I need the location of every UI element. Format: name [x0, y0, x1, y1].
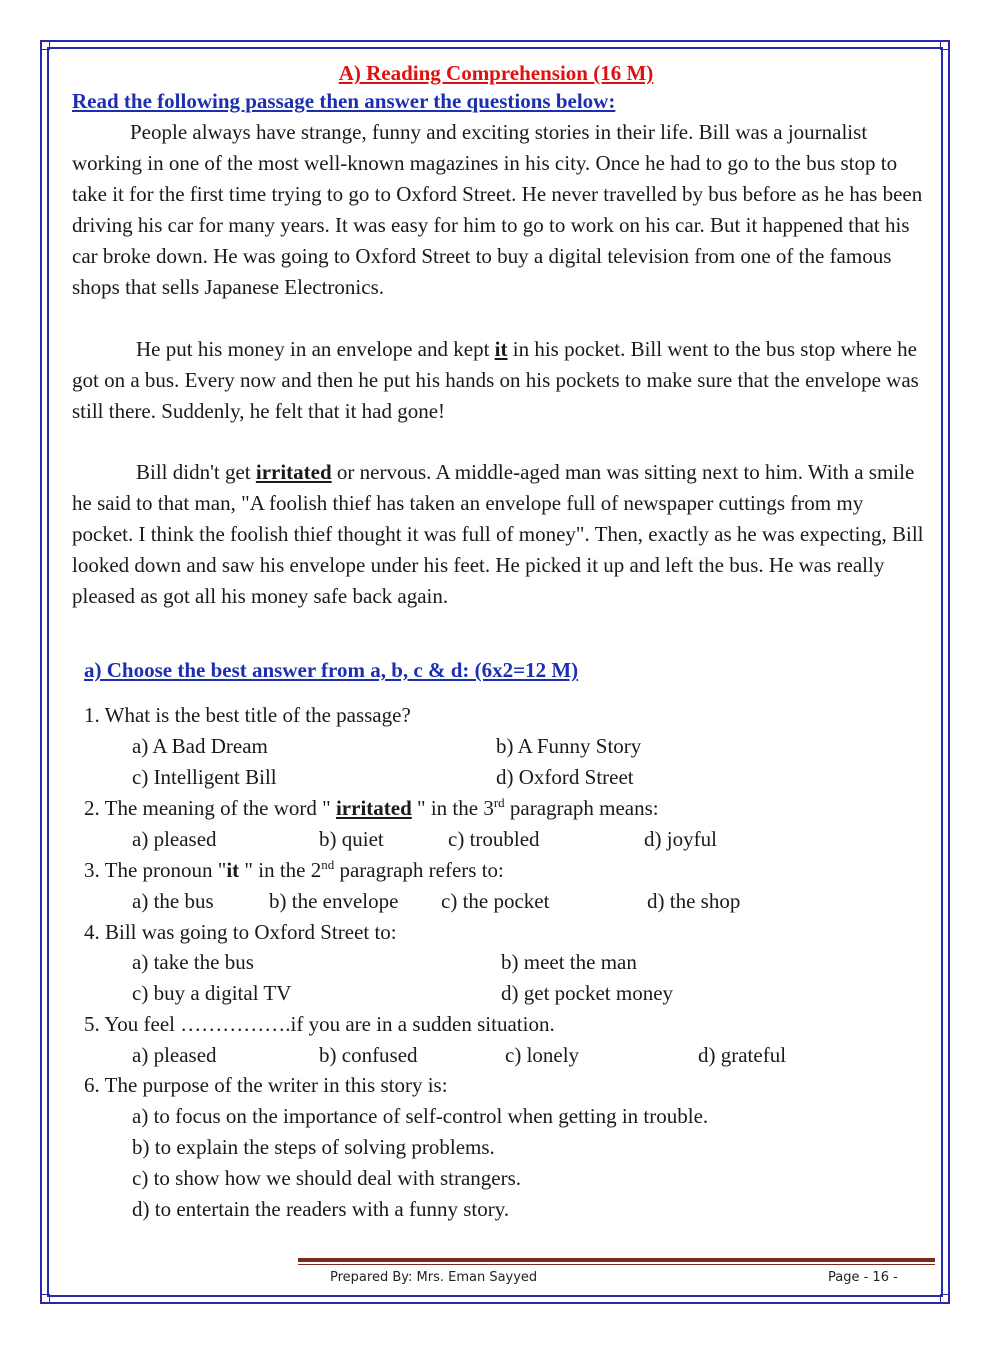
q3-text-pre: 3. The pronoun ": [84, 858, 227, 882]
q3-keyword: it: [226, 858, 240, 882]
q4-option-b: b) meet the man: [501, 950, 637, 974]
paragraph-1-text: People always have strange, funny and exciting stories in their life. Bill was a journalist working in one of the most well-known magazines in his city. Once he had to go to the bus stop to take it for the first time trying to go to Oxford Street. He never travelled by bus before as he has been driving his car for many years. It was easy for him to go to work on his car. But it happened that his car broke down. He was going to Oxford Street to buy a digital television from one of the famous shops that sells Japanese Electronics.: [72, 120, 923, 299]
question-6: 6. The purpose of the writer in this story is:: [84, 1073, 448, 1097]
q2-ordinal: rd: [493, 795, 505, 810]
q3-text-post: paragraph refers to:: [334, 858, 504, 882]
corner-ornament-bl: [40, 1294, 50, 1304]
question-4: 4. Bill was going to Oxford Street to:: [84, 920, 397, 944]
passage-instruction: Read the following passage then answer the questions below:: [72, 89, 616, 113]
q6-option-d: d) to entertain the readers with a funny story.: [132, 1197, 510, 1221]
q3-option-c: c) the pocket: [441, 889, 550, 913]
question-1: 1. What is the best title of the passage?: [84, 703, 411, 727]
q2-keyword: irritated: [335, 796, 412, 820]
passage-paragraph-3: [72, 457, 928, 612]
q1-option-d: d) Oxford Street: [496, 765, 634, 789]
corner-ornament-tl: [40, 40, 50, 50]
q5-option-a: a) pleased: [132, 1043, 217, 1067]
highlighted-word-irritated: irritated: [255, 460, 332, 484]
q2-option-c: c) troubled: [448, 827, 540, 851]
section-title: A) Reading Comprehension (16 M): [338, 61, 654, 85]
q3-option-d: d) the shop: [647, 889, 741, 913]
q4-option-a: a) take the bus: [132, 950, 254, 974]
q6-option-c: c) to show how we should deal with strangers.: [132, 1166, 522, 1190]
footer-prepared-by: Prepared By: Mrs. Eman Sayyed: [330, 1270, 538, 1285]
q2-option-a: a) pleased: [132, 827, 217, 851]
q3-option-a: a) the bus: [132, 889, 214, 913]
q6-option-a: a) to focus on the importance of self-control when getting in trouble.: [132, 1104, 709, 1128]
footer-rule-thick: [298, 1258, 935, 1262]
passage-paragraph-2: [72, 334, 928, 427]
question-2: [84, 796, 659, 821]
q4-option-d: d) get pocket money: [501, 981, 674, 1005]
corner-ornament-br: [940, 1294, 950, 1304]
q2-text-mid: " in the 3: [411, 796, 494, 820]
question-3: [84, 858, 504, 883]
q1-option-b: b) A Funny Story: [496, 734, 642, 758]
highlighted-word-it: it: [494, 337, 508, 361]
q3-ordinal: nd: [321, 857, 335, 872]
q2-option-b: b) quiet: [319, 827, 384, 851]
q3-text-mid: " in the 2: [239, 858, 322, 882]
footer-rule-thin: [298, 1264, 935, 1265]
mcq-heading: a) Choose the best answer from a, b, c & d: (6x2=12 M): [84, 658, 579, 682]
q5-option-c: c) lonely: [505, 1043, 580, 1067]
q5-option-b: b) confused: [319, 1043, 418, 1067]
q6-option-b: b) to explain the steps of solving problems.: [132, 1135, 495, 1159]
paragraph-2-text-a: He put his money in an envelope and kept: [136, 337, 495, 361]
q1-option-a: a) A Bad Dream: [132, 734, 268, 758]
q4-option-c: c) buy a digital TV: [132, 981, 292, 1005]
q3-option-b: b) the envelope: [269, 889, 399, 913]
paragraph-2-text-b: in his pocket. Bill went to the bus stop where he got on a bus. Every now and then he put his hands on his pockets to make sure that the envelope was still there. Suddenly, he felt that it had gone!: [72, 337, 919, 423]
paragraph-3-text-a: Bill didn't get: [136, 460, 256, 484]
question-5: 5. You feel …………….if you are in a sudden situation.: [84, 1012, 555, 1036]
q2-text-pre: 2. The meaning of the word ": [84, 796, 336, 820]
q5-option-d: d) grateful: [698, 1043, 787, 1067]
q1-option-c: c) Intelligent Bill: [132, 765, 277, 789]
corner-ornament-tr: [940, 40, 950, 50]
paragraph-3-text-b: or nervous. A middle-aged man was sitting next to him. With a smile he said to that man, "A foolish thief has taken an envelope full of newspaper cuttings from my pocket. I think the foolish thief thought it was full of money". Then, exactly as he was expecting, Bill looked down and saw his envelope under his feet. He picked it up and left the bus. He was really pleased as got all his money safe back again.: [72, 460, 924, 608]
q2-text-post: paragraph means:: [504, 796, 659, 820]
footer-page-number: Page - 16 -: [828, 1270, 898, 1285]
q2-option-d: d) joyful: [644, 827, 717, 851]
passage-paragraph-1: [72, 117, 928, 303]
